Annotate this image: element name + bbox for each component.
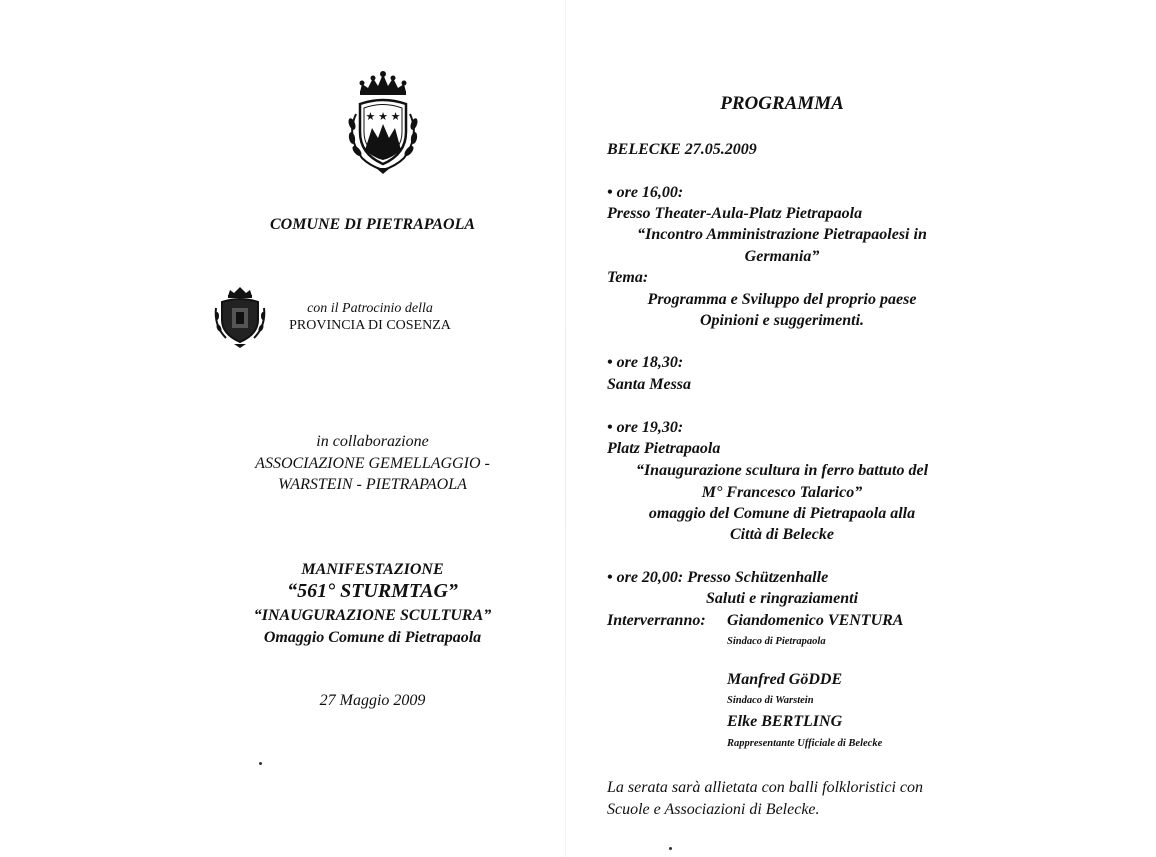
event-3-place: Platz Pietrapaola	[607, 440, 721, 457]
speaker-1-role: Sindaco di Pietrapaola	[727, 636, 826, 647]
event-3-desc-line-4: Città di Belecke	[730, 526, 834, 543]
event-4-desc: Saluti e ringraziamenti	[705, 590, 859, 607]
event-1-desc-line-2: Germania”	[744, 248, 820, 265]
inaugurazione-title: “INAUGURAZIONE SCULTURA”	[253, 607, 492, 624]
page-fold-line	[565, 0, 566, 857]
event-3-desc-line-3: omaggio del Comune di Pietrapaola alla	[648, 505, 916, 522]
event-1-desc-line-1: “Incontro Amministrazione Pietrapaolesi in	[637, 226, 927, 243]
speaker-2-name: Manfred GöDDE	[727, 671, 843, 688]
programma-title: PROGRAMMA	[720, 93, 844, 114]
event-3-desc-line-1: “Inaugurazione scultura in ferro battuto del	[635, 462, 929, 479]
interverranno-label: Interverranno:	[607, 612, 706, 629]
collaboration-line-1: in collaborazione	[316, 433, 429, 450]
scan-speck	[259, 762, 262, 765]
speaker-3-role: Rappresentante Ufficiale di Belecke	[727, 738, 883, 749]
event-2-desc: Santa Messa	[607, 376, 692, 393]
closing-line-1: La serata sarà allietata con balli folkloristici con	[607, 779, 923, 796]
comune-coat-of-arms-icon	[340, 70, 426, 176]
speaker-3-name: Elke BERTLING	[727, 713, 843, 730]
manifestazione-heading: MANIFESTAZIONE	[301, 561, 444, 578]
scan-speck	[669, 847, 672, 850]
patrocinio-line-1: con il Patrocinio della	[307, 301, 433, 316]
event-4-time-place: • ore 20,00: Presso Schützenhalle	[607, 569, 829, 586]
event-2-time: • ore 18,30:	[607, 354, 684, 371]
closing-line-2: Scuole e Associazioni di Belecke.	[607, 801, 820, 818]
patrocinio-line-2: PROVINCIA DI COSENZA	[289, 318, 451, 333]
speaker-2-role: Sindaco di Warstein	[727, 695, 814, 706]
event-1-place: Presso Theater-Aula-Platz Pietrapaola	[607, 205, 863, 222]
event-3-desc-line-2: M° Francesco Talarico”	[701, 484, 863, 501]
omaggio-line: Omaggio Comune di Pietrapaola	[263, 629, 482, 646]
speaker-1-name: Giandomenico VENTURA	[727, 612, 904, 629]
event-date: 27 Maggio 2009	[319, 692, 426, 709]
comune-title: COMUNE DI PIETRAPAOLA	[269, 216, 476, 233]
provincia-coat-of-arms-icon	[214, 286, 266, 348]
tema-line-2: Opinioni e suggerimenti.	[699, 312, 865, 329]
tema-line-1: Programma e Sviluppo del proprio paese	[647, 291, 917, 308]
collaboration-line-3: WARSTEIN - PIETRAPAOLA	[278, 476, 467, 493]
event-1-time: • ore 16,00:	[607, 184, 684, 201]
tema-label: Tema:	[607, 269, 649, 286]
sturmtag-title: “561° STURMTAG”	[287, 580, 458, 602]
svg-text:★ ★ ★: ★ ★ ★	[365, 111, 401, 123]
place-date-heading: BELECKE 27.05.2009	[607, 141, 757, 158]
collaboration-line-2: ASSOCIAZIONE GEMELLAGGIO -	[255, 455, 490, 472]
event-3-time: • ore 19,30:	[607, 419, 684, 436]
